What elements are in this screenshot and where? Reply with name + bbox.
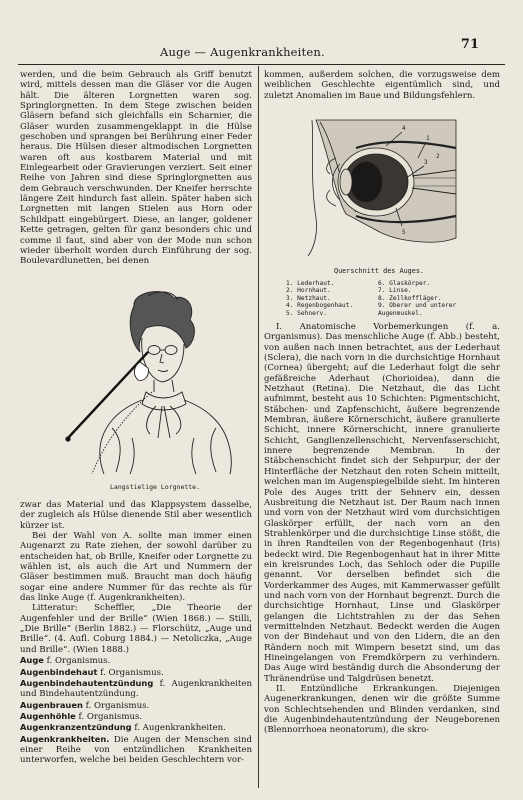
lorgnette-paragraph: werden, und die beim Gebrauch als Griff benutzt wird, mittels dessen man die Gläser vor die Augen hält. Die älteren Lorgnetten waren sog. Springlorgnetten. In dem Stege zwischen beiden Gläsern befand sich gleichfalls ein Scharnier, die Gläser wurden zusammengeklappt in die Hülse geschoben und sprangen bei Berührung einer Feder heraus. Die Hülsen dieser altmodischen Lorgnetten waren oft aus kostbarem Material und mit Einlegearbeit oder Gravierungen verziert. Seit einer Reihe von Jahren sind diese Springlorgnetten aus dem Gebrauch verschwunden. Der Kneifer herrschte längere Zeit hindurch fast allein. Später haben sich Lorgnetten mit langen Stielen aus Horn oder Schildpatt eingebürgert. Diese, an langer, goldener Kette getragen, gelten für ganz besonders chic und comme il faut, sind aber von der Mode nun schon wieder überholt worden durch Einführung der sog. Boulevardlunetten, bei denen xyxy=(20,70,252,267)
entry-augenbindehaut: Augenbindehaut f. Organismus. xyxy=(20,666,164,678)
literatur-paragraph: Litteratur: Scheffler, „Die Theorie der Augenfehler und der Brille“ (Wien 1868.) — Stilli, „Die Brille“ (Berlin 1882.) — Florschütz, „Auge und Brille“. (4. Aufl. Coburg 1884.) — Netoliczka, „Auge und Brille“. (Wien 1888.) xyxy=(20,603,252,655)
lorgnette-illustration xyxy=(62,288,238,476)
eye-cross-section-figure xyxy=(306,118,462,258)
svg-text:3: 3 xyxy=(424,159,428,166)
page-header xyxy=(0,36,523,58)
eye-legend-right xyxy=(378,280,490,317)
eye-legend-left xyxy=(286,280,353,317)
legend-item: 8. Zellkoffläger. xyxy=(378,294,442,302)
anatomisch-paragraph: I. Anatomische Vorbemerkungen (f. a. Organismus). Das menschliche Auge (f. Abb.) besteht, von außen nach innen betrachtet, aus der Lederhaut (Sclera), die nach vorn in die durchsichtige Hornhaut (Cornea) übergeht; auf die Lederhaut folgt die sehr gefäßreiche Aderhaut (Chorioidea), dann die Netzhaut (Retina). Die Netzhaut, die das Licht aufnimmt, besteht aus 10 Schichten: Pigmentschicht, Stäbchen- und Zapfenschicht, äußere begrenzende Membran, äußere Körnerschicht, äußere granulierte Schicht, innere Körnerschicht, innere granulierte Schicht, Ganglienzellenschicht, Nervenfaserschicht, innere begrenzende Membran. In der Stäbchenschicht findet sich der Sehpurpur, der der Hinterfläche der Netzhaut den roten Schein mitteilt, welchen man im Augenspiegelbilde sieht. Im hinteren Pole des Auges tritt der Sehnerv ein, dessen Ausbreitung die Netzhaut ist. Der Raum nach innen und vorn von der Netzhaut wird vom durchsichtigen Glaskörper erfüllt, der nach vorn an den Strahlenkörper und die durchsichtige Linse stößt, die in ihren Randteilen von der Regenbogenhaut (Iris) bedeckt wird. Die Regenbogenhaut hat in ihrer Mitte ein kreisrundes Loch, das Sehloch oder die Pupille genannt. Vor derselben befindet sich die Vorderkammer des Auges, mit Kammerwasser gefüllt und nach vorn von der Hornhaut begrenzt. Durch die durchsichtige Hornhaut, Linse und Glaskörper gelangen die Lichtstrahlen zu der das Sehen vermittelnden Netzhaut. Bedeckt werden die Augen von der Bindehaut und von den Lidern, die an den Rändern noch mit Wimpern besetzt sind, um das Hineingelangen von Fremdkörpern zu verhindern. Das Auge wird beständig durch die Absonderung der Thränendrüse und Talgdrüsen benetzt. xyxy=(264,322,500,684)
entry-augenbindehautentzuendung: Augenbindehautentzündung f. Augenkrankheiten und Bindehautentzündung. xyxy=(20,677,252,700)
svg-text:2: 2 xyxy=(436,153,440,160)
legend-item: 9. Oberer und unterer Augenmuskel. xyxy=(378,302,457,317)
legend-item: 6. Glaskörper. xyxy=(378,280,431,287)
svg-text:5: 5 xyxy=(402,229,406,236)
continuation-paragraph: kommen, außerdem solchen, die vorzugsweise dem weiblichen Geschlechte eigentümlich sind, und zuletzt Anomalien im Baue und Bildungsfehlern. xyxy=(264,70,500,101)
woman-with-lorgnette-figure xyxy=(62,288,238,476)
left-column-bottom xyxy=(20,500,252,766)
entzuendlich-paragraph: II. Entzündliche Erkrankungen. Diejenigen Augenerkrankungen, denen wir die größte Summe von Schlechtsehenden und Blinden verdanken, sind die Augenbindehautentzündung der Neugeborenen (Blennorrhoea neonatorum), die skro- xyxy=(264,684,500,736)
legend-item: 3. Netzhaut. xyxy=(286,294,331,302)
material-paragraph: zwar das Material und das Klappsystem dasselbe, der zugleich als Hülse dienende Stil aber wesentlich kürzer ist. xyxy=(20,500,252,531)
right-column-top xyxy=(264,70,500,101)
right-column-body xyxy=(264,322,500,736)
eye-figure-caption: Querschnitt des Auges. xyxy=(334,267,425,275)
running-title: Auge — Augenkrankheiten. xyxy=(160,45,325,59)
page-number: 71 xyxy=(460,37,479,52)
entry-augenkrankheiten: Augenkrankheiten. Die Augen der Menschen sind einer Reihe von entzündlichen Krankheiten unterworfen, welche bei beiden Geschlechtern vor- xyxy=(20,733,252,766)
legend-item: 2. Hornhaut. xyxy=(286,287,331,295)
legend-item: 7. Linse. xyxy=(378,287,412,295)
header-rule xyxy=(18,64,505,65)
svg-text:1: 1 xyxy=(426,135,430,142)
wahl-paragraph: Bei der Wahl von A. sollte man immer einen Augenarzt zu Rate ziehen, der sowohl darüber zu entscheiden hat, ob Brille, Kneifer oder Lorgnette zu wählen ist, als auch die Art und Nummern der Gläser bestimmen muß. Braucht man doch häufig sogar eine andere Nummer für das rechte als für das linke Auge (f. Augenkrankheiten). xyxy=(20,531,252,604)
svg-text:4: 4 xyxy=(402,125,406,132)
column-divider xyxy=(258,66,259,788)
legend-item: 5. Sehnerv. xyxy=(286,309,327,317)
entry-augenkranzentzuendung: Augenkranzentzündung f. Augenkrankheiten. xyxy=(20,722,226,734)
lorgnette-caption: Langstielige Lorgnette. xyxy=(110,483,201,491)
left-column-top xyxy=(20,70,252,267)
entry-augenhoehle: Augenhöhle f. Organismus. xyxy=(20,710,143,722)
legend-item: 1. Lederhaut. xyxy=(286,280,335,287)
entry-auge: Auge f. Organismus. xyxy=(20,655,111,667)
entry-augenbrauen: Augenbrauen f. Organismus. xyxy=(20,699,150,711)
legend-item: 4. Regenbogenhaut. xyxy=(286,302,354,310)
eye-cross-section-illustration xyxy=(306,118,462,258)
